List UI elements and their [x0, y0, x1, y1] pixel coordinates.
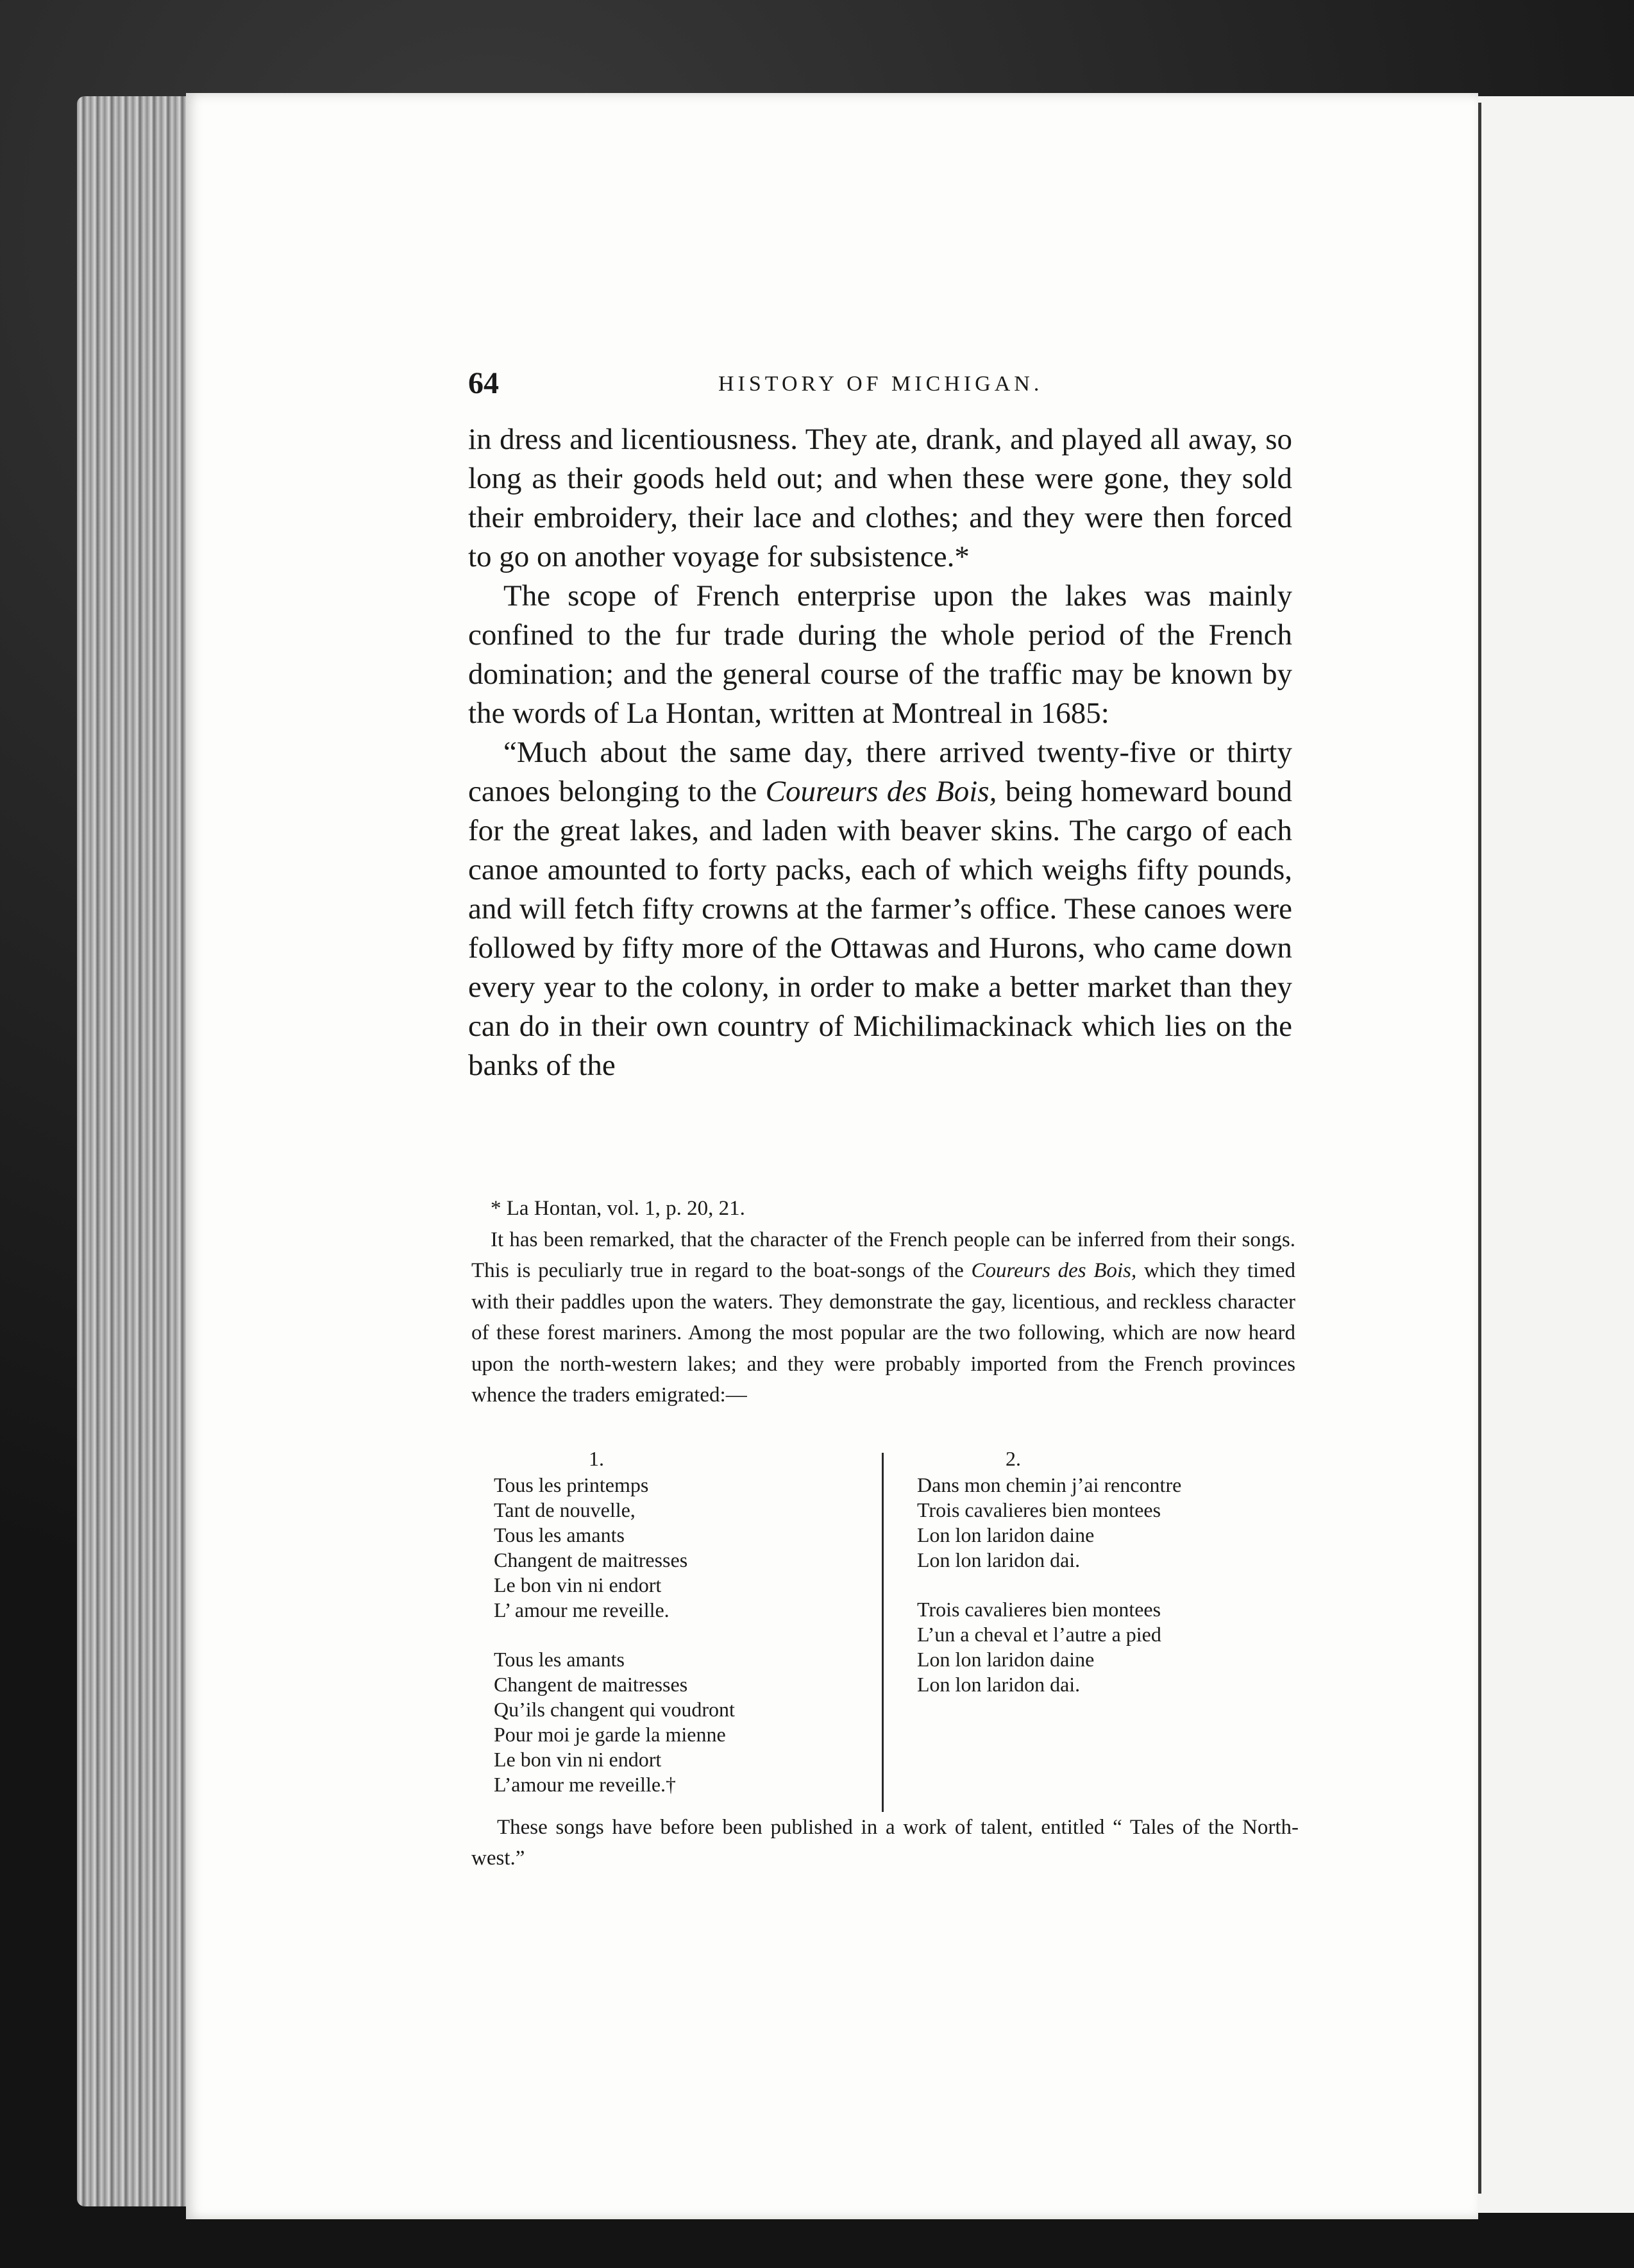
book-page	[186, 93, 1478, 2219]
paragraph-3-italic: Coureurs des Bois,	[765, 775, 997, 808]
song-2-number: 2.	[1006, 1447, 1021, 1470]
song-1-number: 1.	[589, 1447, 604, 1470]
paragraph-1: in dress and licentiousness. They ate, drank, and played all away, so long as their goods held out; and when these were gone, they sold their embroidery, their lace and clothes; and they were then forced to go on another voyage for subsistence.*	[468, 423, 1292, 573]
page-number: 64	[468, 366, 499, 400]
body-text	[468, 420, 1292, 1085]
song-divider	[882, 1453, 884, 1812]
verse-line: Trois cavalieres bien montees	[917, 1598, 1161, 1621]
verse-line: Dans mon chemin j’ai rencontre	[917, 1473, 1182, 1496]
paragraph-2: The scope of French enterprise upon the lakes was mainly confined to the fur trade during the whole period of the French domination; and the general course of the traffic may be known by the words of La Hontan, written at Montreal in 1685:	[468, 579, 1292, 730]
song-1	[494, 1446, 866, 1822]
footnotes	[471, 1193, 1295, 1411]
song-1-stanza-1	[494, 1473, 866, 1623]
paragraph-3-text-start: “Much about the same day, there arrived twenty-five or thirty canoes belonging to the	[468, 736, 1292, 808]
footnote-reference: * La Hontan, vol. 1, p. 20, 21.	[491, 1197, 745, 1220]
closing-note	[471, 1812, 1299, 1874]
running-head	[468, 366, 1292, 410]
facing-page	[1475, 96, 1634, 2213]
verse-line: Tous les amants	[494, 1648, 625, 1671]
footnote-note	[471, 1224, 1295, 1411]
verse-line: Tous les amants	[494, 1523, 625, 1546]
verse-line: Changent de maitresses	[494, 1673, 688, 1696]
verse-line: Lon lon laridon daine	[917, 1648, 1095, 1671]
verse-line: Tant de nouvelle,	[494, 1498, 636, 1521]
song-2-stanza-1	[917, 1473, 1295, 1573]
footnote-text-end: which they timed with their paddles upon the waters. They demonstrate the gay, licentious, and reckless character of these forest mariners. Among the most popular are the two following, which are now heard upon the north-western lakes; and they were probably imported from the French provinces whence the traders emigrated:—	[471, 1259, 1295, 1407]
paragraph-3	[468, 733, 1292, 1085]
running-title: HISTORY OF MICHIGAN.	[718, 372, 1043, 396]
paragraph-3-text-end: being homeward bound for the great lakes, and laden with beaver skins. The cargo of each canoe amounted to forty packs, each of which weighs fifty pounds, and will fetch fifty crowns at the farmer’s office. These canoes were followed by fifty more of the Ottawas and Hurons, who came down every year to the colony, in order to make a better market than they can do in their own country of Michilimackinack which lies on the banks of the	[468, 775, 1292, 1082]
book-page-edges	[77, 96, 199, 2206]
boat-songs	[471, 1446, 1295, 1818]
verse-line: L’amour me reveille.†	[494, 1773, 677, 1796]
closing-note-text: These songs have before been published in a work of talent, entitled “ Tales of the North-west.”	[471, 1816, 1299, 1870]
verse-line: Le bon vin ni endort	[494, 1573, 662, 1596]
footnote-italic: Coureurs des Bois,	[971, 1259, 1137, 1282]
verse-line: Pour moi je garde la mienne	[494, 1723, 726, 1746]
verse-line: Lon lon laridon dai.	[917, 1548, 1081, 1571]
verse-line: Lon lon laridon dai.	[917, 1673, 1081, 1696]
song-2-stanza-2	[917, 1597, 1295, 1697]
verse-line: Tous les printemps	[494, 1473, 649, 1496]
verse-line: Trois cavalieres bien montees	[917, 1498, 1161, 1521]
verse-line: L’ amour me reveille.	[494, 1598, 670, 1621]
verse-line: Changent de maitresses	[494, 1548, 688, 1571]
footnote-text-start: It has been remarked, that the character of the French people can be inferred from their songs. This is peculiarly true in regard to the boat-songs of the	[471, 1228, 1295, 1282]
song-1-stanza-2	[494, 1647, 866, 1797]
verse-line: Qu’ils changent qui voudront	[494, 1698, 735, 1721]
verse-line: L’un a cheval et l’autre a pied	[917, 1623, 1161, 1646]
verse-line: Le bon vin ni endort	[494, 1748, 662, 1771]
song-2	[917, 1446, 1295, 1722]
verse-line: Lon lon laridon daine	[917, 1523, 1095, 1546]
